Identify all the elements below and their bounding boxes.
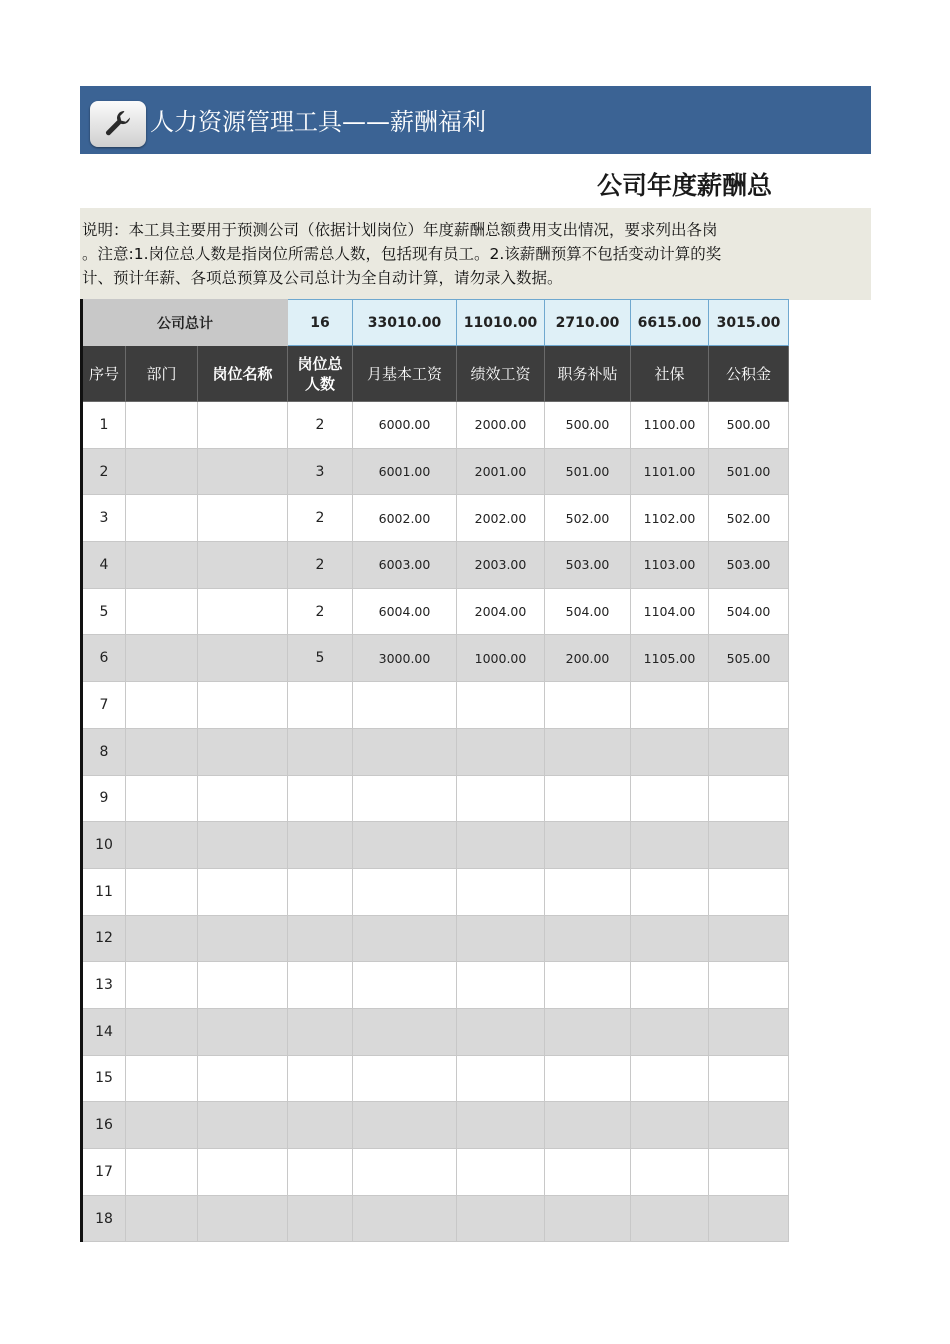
col-header-seq[interactable]: 序号 (82, 346, 126, 402)
cell-social-insurance[interactable]: 1100.00 (631, 402, 709, 449)
cell-performance[interactable]: 2001.00 (457, 448, 545, 495)
cell-base-salary[interactable] (353, 1195, 457, 1242)
cell-position[interactable] (198, 822, 288, 869)
table-row (82, 635, 789, 682)
cell-seq[interactable]: 2 (82, 448, 126, 495)
cell-headcount[interactable] (288, 1149, 353, 1196)
cell-headcount[interactable] (288, 1055, 353, 1102)
col-header-dept[interactable]: 部门 (126, 346, 198, 402)
cell-base-salary[interactable] (353, 728, 457, 775)
cell-dept[interactable] (126, 448, 198, 495)
cell-base-salary[interactable] (353, 1102, 457, 1149)
table-row (82, 868, 789, 915)
company-total-row (82, 300, 789, 346)
cell-allowance[interactable]: 504.00 (545, 588, 631, 635)
cell-performance[interactable] (457, 962, 545, 1009)
cell-housing-fund[interactable] (709, 682, 789, 729)
cell-seq[interactable]: 10 (82, 822, 126, 869)
cell-headcount[interactable] (288, 682, 353, 729)
total-base-salary[interactable]: 33010.00 (353, 300, 457, 346)
cell-dept[interactable] (126, 402, 198, 449)
col-header-headcount[interactable] (288, 346, 353, 402)
description-line: 说明：本工具主要用于预测公司（依据计划岗位）年度薪酬总额费用支出情况，要求列出各岗 (82, 221, 718, 239)
cell-social-insurance[interactable] (631, 1102, 709, 1149)
cell-social-insurance[interactable] (631, 728, 709, 775)
cell-dept[interactable] (126, 1008, 198, 1055)
cell-housing-fund[interactable] (709, 775, 789, 822)
wrench-icon (90, 101, 146, 147)
cell-housing-fund[interactable] (709, 868, 789, 915)
cell-housing-fund[interactable] (709, 1149, 789, 1196)
cell-position[interactable] (198, 962, 288, 1009)
table-row (82, 1008, 789, 1055)
cell-housing-fund[interactable]: 503.00 (709, 542, 789, 589)
cell-headcount[interactable]: 5 (288, 635, 353, 682)
cell-performance[interactable] (457, 1149, 545, 1196)
cell-dept[interactable] (126, 588, 198, 635)
table-row (82, 542, 789, 589)
cell-dept[interactable] (126, 635, 198, 682)
cell-base-salary[interactable]: 6004.00 (353, 588, 457, 635)
cell-seq[interactable]: 9 (82, 775, 126, 822)
cell-social-insurance[interactable] (631, 1195, 709, 1242)
table-row (82, 402, 789, 449)
cell-housing-fund[interactable]: 501.00 (709, 448, 789, 495)
cell-headcount[interactable]: 2 (288, 495, 353, 542)
cell-social-insurance[interactable]: 1105.00 (631, 635, 709, 682)
cell-seq[interactable]: 11 (82, 868, 126, 915)
cell-position[interactable] (198, 728, 288, 775)
cell-headcount[interactable] (288, 822, 353, 869)
cell-dept[interactable] (126, 962, 198, 1009)
col-header-position[interactable]: 岗位名称 (198, 346, 288, 402)
table-row (82, 775, 789, 822)
cell-headcount[interactable]: 2 (288, 402, 353, 449)
cell-social-insurance[interactable] (631, 1055, 709, 1102)
cell-performance[interactable] (457, 682, 545, 729)
total-social-insurance[interactable]: 6615.00 (631, 300, 709, 346)
cell-housing-fund[interactable]: 502.00 (709, 495, 789, 542)
table-row (82, 1149, 789, 1196)
cell-allowance[interactable] (545, 1055, 631, 1102)
cell-base-salary[interactable]: 6003.00 (353, 542, 457, 589)
cell-headcount[interactable] (288, 868, 353, 915)
table-row (82, 915, 789, 962)
cell-position[interactable] (198, 542, 288, 589)
cell-position[interactable] (198, 448, 288, 495)
cell-social-insurance[interactable] (631, 915, 709, 962)
cell-seq[interactable]: 4 (82, 542, 126, 589)
col-header-base-salary[interactable]: 月基本工资 (353, 346, 457, 402)
cell-seq[interactable]: 12 (82, 915, 126, 962)
col-header-social-insurance[interactable]: 社保 (631, 346, 709, 402)
cell-seq[interactable]: 16 (82, 1102, 126, 1149)
total-performance[interactable]: 11010.00 (457, 300, 545, 346)
cell-allowance[interactable] (545, 1195, 631, 1242)
cell-base-salary[interactable] (353, 682, 457, 729)
col-header-performance[interactable]: 绩效工资 (457, 346, 545, 402)
cell-performance[interactable]: 2000.00 (457, 402, 545, 449)
cell-performance[interactable] (457, 775, 545, 822)
cell-allowance[interactable]: 501.00 (545, 448, 631, 495)
cell-dept[interactable] (126, 728, 198, 775)
cell-allowance[interactable]: 200.00 (545, 635, 631, 682)
table-row (82, 588, 789, 635)
cell-position[interactable] (198, 495, 288, 542)
total-headcount[interactable]: 16 (288, 300, 353, 346)
cell-housing-fund[interactable] (709, 728, 789, 775)
cell-housing-fund[interactable]: 504.00 (709, 588, 789, 635)
cell-seq[interactable]: 15 (82, 1055, 126, 1102)
cell-performance[interactable] (457, 1055, 545, 1102)
cell-housing-fund[interactable] (709, 915, 789, 962)
col-header-headcount-label: 岗位总人数 (297, 354, 343, 393)
sheet-title: 公司年度薪酬总 (597, 171, 773, 200)
cell-social-insurance[interactable] (631, 822, 709, 869)
cell-performance[interactable] (457, 1102, 545, 1149)
total-allowance[interactable]: 2710.00 (545, 300, 631, 346)
cell-dept[interactable] (126, 868, 198, 915)
cell-headcount[interactable] (288, 1008, 353, 1055)
cell-allowance[interactable] (545, 1102, 631, 1149)
cell-headcount[interactable] (288, 962, 353, 1009)
cell-social-insurance[interactable] (631, 682, 709, 729)
cell-base-salary[interactable]: 6001.00 (353, 448, 457, 495)
cell-performance[interactable] (457, 868, 545, 915)
cell-headcount[interactable]: 3 (288, 448, 353, 495)
cell-housing-fund[interactable] (709, 1195, 789, 1242)
cell-dept[interactable] (126, 542, 198, 589)
cell-position[interactable] (198, 775, 288, 822)
cell-performance[interactable]: 2003.00 (457, 542, 545, 589)
cell-allowance[interactable] (545, 682, 631, 729)
total-housing-fund[interactable]: 3015.00 (709, 300, 789, 346)
cell-base-salary[interactable] (353, 775, 457, 822)
table-row (82, 1102, 789, 1149)
cell-headcount[interactable] (288, 915, 353, 962)
cell-dept[interactable] (126, 822, 198, 869)
cell-social-insurance[interactable] (631, 775, 709, 822)
cell-allowance[interactable]: 502.00 (545, 495, 631, 542)
cell-performance[interactable]: 2004.00 (457, 588, 545, 635)
app-title: 人力资源管理工具——薪酬福利 (150, 108, 486, 136)
table-row (82, 822, 789, 869)
cell-base-salary[interactable] (353, 822, 457, 869)
cell-allowance[interactable] (545, 962, 631, 1009)
cell-seq[interactable]: 14 (82, 1008, 126, 1055)
cell-position[interactable] (198, 1195, 288, 1242)
cell-position[interactable] (198, 868, 288, 915)
cell-seq[interactable]: 8 (82, 728, 126, 775)
cell-allowance[interactable] (545, 1149, 631, 1196)
table-row (82, 682, 789, 729)
cell-headcount[interactable] (288, 775, 353, 822)
sheet-title-area (80, 162, 788, 206)
cell-social-insurance[interactable] (631, 962, 709, 1009)
cell-housing-fund[interactable] (709, 822, 789, 869)
cell-position[interactable] (198, 588, 288, 635)
cell-dept[interactable] (126, 1102, 198, 1149)
cell-performance[interactable]: 1000.00 (457, 635, 545, 682)
cell-performance[interactable] (457, 1195, 545, 1242)
cell-position[interactable] (198, 635, 288, 682)
cell-housing-fund[interactable]: 500.00 (709, 402, 789, 449)
table-row (82, 1195, 789, 1242)
col-header-allowance[interactable]: 职务补贴 (545, 346, 631, 402)
cell-seq[interactable]: 6 (82, 635, 126, 682)
cell-performance[interactable] (457, 728, 545, 775)
cell-dept[interactable] (126, 682, 198, 729)
cell-position[interactable] (198, 402, 288, 449)
cell-performance[interactable] (457, 1008, 545, 1055)
cell-performance[interactable] (457, 822, 545, 869)
total-label: 公司总计 (82, 300, 288, 346)
cell-base-salary[interactable]: 6002.00 (353, 495, 457, 542)
cell-seq[interactable]: 7 (82, 682, 126, 729)
cell-position[interactable] (198, 682, 288, 729)
cell-allowance[interactable] (545, 822, 631, 869)
cell-seq[interactable]: 3 (82, 495, 126, 542)
cell-allowance[interactable]: 503.00 (545, 542, 631, 589)
cell-headcount[interactable] (288, 1195, 353, 1242)
cell-housing-fund[interactable] (709, 1055, 789, 1102)
cell-performance[interactable] (457, 915, 545, 962)
cell-base-salary[interactable] (353, 868, 457, 915)
cell-allowance[interactable] (545, 775, 631, 822)
cell-base-salary[interactable] (353, 962, 457, 1009)
cell-dept[interactable] (126, 1055, 198, 1102)
cell-base-salary[interactable]: 6000.00 (353, 402, 457, 449)
cell-position[interactable] (198, 1008, 288, 1055)
cell-base-salary[interactable] (353, 1055, 457, 1102)
cell-dept[interactable] (126, 1195, 198, 1242)
cell-allowance[interactable] (545, 1008, 631, 1055)
table-row (82, 448, 789, 495)
description-text (80, 218, 788, 294)
cell-position[interactable] (198, 1102, 288, 1149)
cell-seq[interactable]: 1 (82, 402, 126, 449)
salary-budget-table (80, 299, 789, 1242)
cell-dept[interactable] (126, 915, 198, 962)
cell-allowance[interactable]: 500.00 (545, 402, 631, 449)
cell-allowance[interactable] (545, 728, 631, 775)
cell-housing-fund[interactable] (709, 1102, 789, 1149)
cell-social-insurance[interactable] (631, 1008, 709, 1055)
cell-social-insurance[interactable]: 1103.00 (631, 542, 709, 589)
cell-base-salary[interactable] (353, 1149, 457, 1196)
cell-base-salary[interactable]: 3000.00 (353, 635, 457, 682)
cell-base-salary[interactable] (353, 1008, 457, 1055)
description-line: 。注意:1.岗位总人数是指岗位所需总人数，包括现有员工。2.该薪酬预算不包括变动计算的奖 (82, 245, 722, 263)
cell-seq[interactable]: 18 (82, 1195, 126, 1242)
cell-social-insurance[interactable]: 1104.00 (631, 588, 709, 635)
description-line: 计、预计年薪、各项总预算及公司总计为全自动计算，请勿录入数据。 (82, 269, 563, 287)
cell-position[interactable] (198, 1055, 288, 1102)
cell-headcount[interactable]: 2 (288, 542, 353, 589)
col-header-housing-fund[interactable]: 公积金 (709, 346, 789, 402)
cell-position[interactable] (198, 915, 288, 962)
cell-dept[interactable] (126, 775, 198, 822)
cell-allowance[interactable] (545, 915, 631, 962)
cell-seq[interactable]: 5 (82, 588, 126, 635)
cell-headcount[interactable]: 2 (288, 588, 353, 635)
table-row (82, 495, 789, 542)
cell-housing-fund[interactable]: 505.00 (709, 635, 789, 682)
cell-position[interactable] (198, 1149, 288, 1196)
cell-dept[interactable] (126, 495, 198, 542)
table-row (82, 962, 789, 1009)
column-header-row (82, 346, 789, 402)
cell-housing-fund[interactable] (709, 962, 789, 1009)
cell-allowance[interactable] (545, 868, 631, 915)
cell-headcount[interactable] (288, 728, 353, 775)
table-row (82, 728, 789, 775)
cell-social-insurance[interactable] (631, 868, 709, 915)
cell-social-insurance[interactable]: 1102.00 (631, 495, 709, 542)
cell-housing-fund[interactable] (709, 1008, 789, 1055)
cell-dept[interactable] (126, 1149, 198, 1196)
cell-seq[interactable]: 17 (82, 1149, 126, 1196)
cell-social-insurance[interactable]: 1101.00 (631, 448, 709, 495)
cell-headcount[interactable] (288, 1102, 353, 1149)
table-row (82, 1055, 789, 1102)
cell-base-salary[interactable] (353, 915, 457, 962)
cell-social-insurance[interactable] (631, 1149, 709, 1196)
cell-performance[interactable]: 2002.00 (457, 495, 545, 542)
cell-seq[interactable]: 13 (82, 962, 126, 1009)
